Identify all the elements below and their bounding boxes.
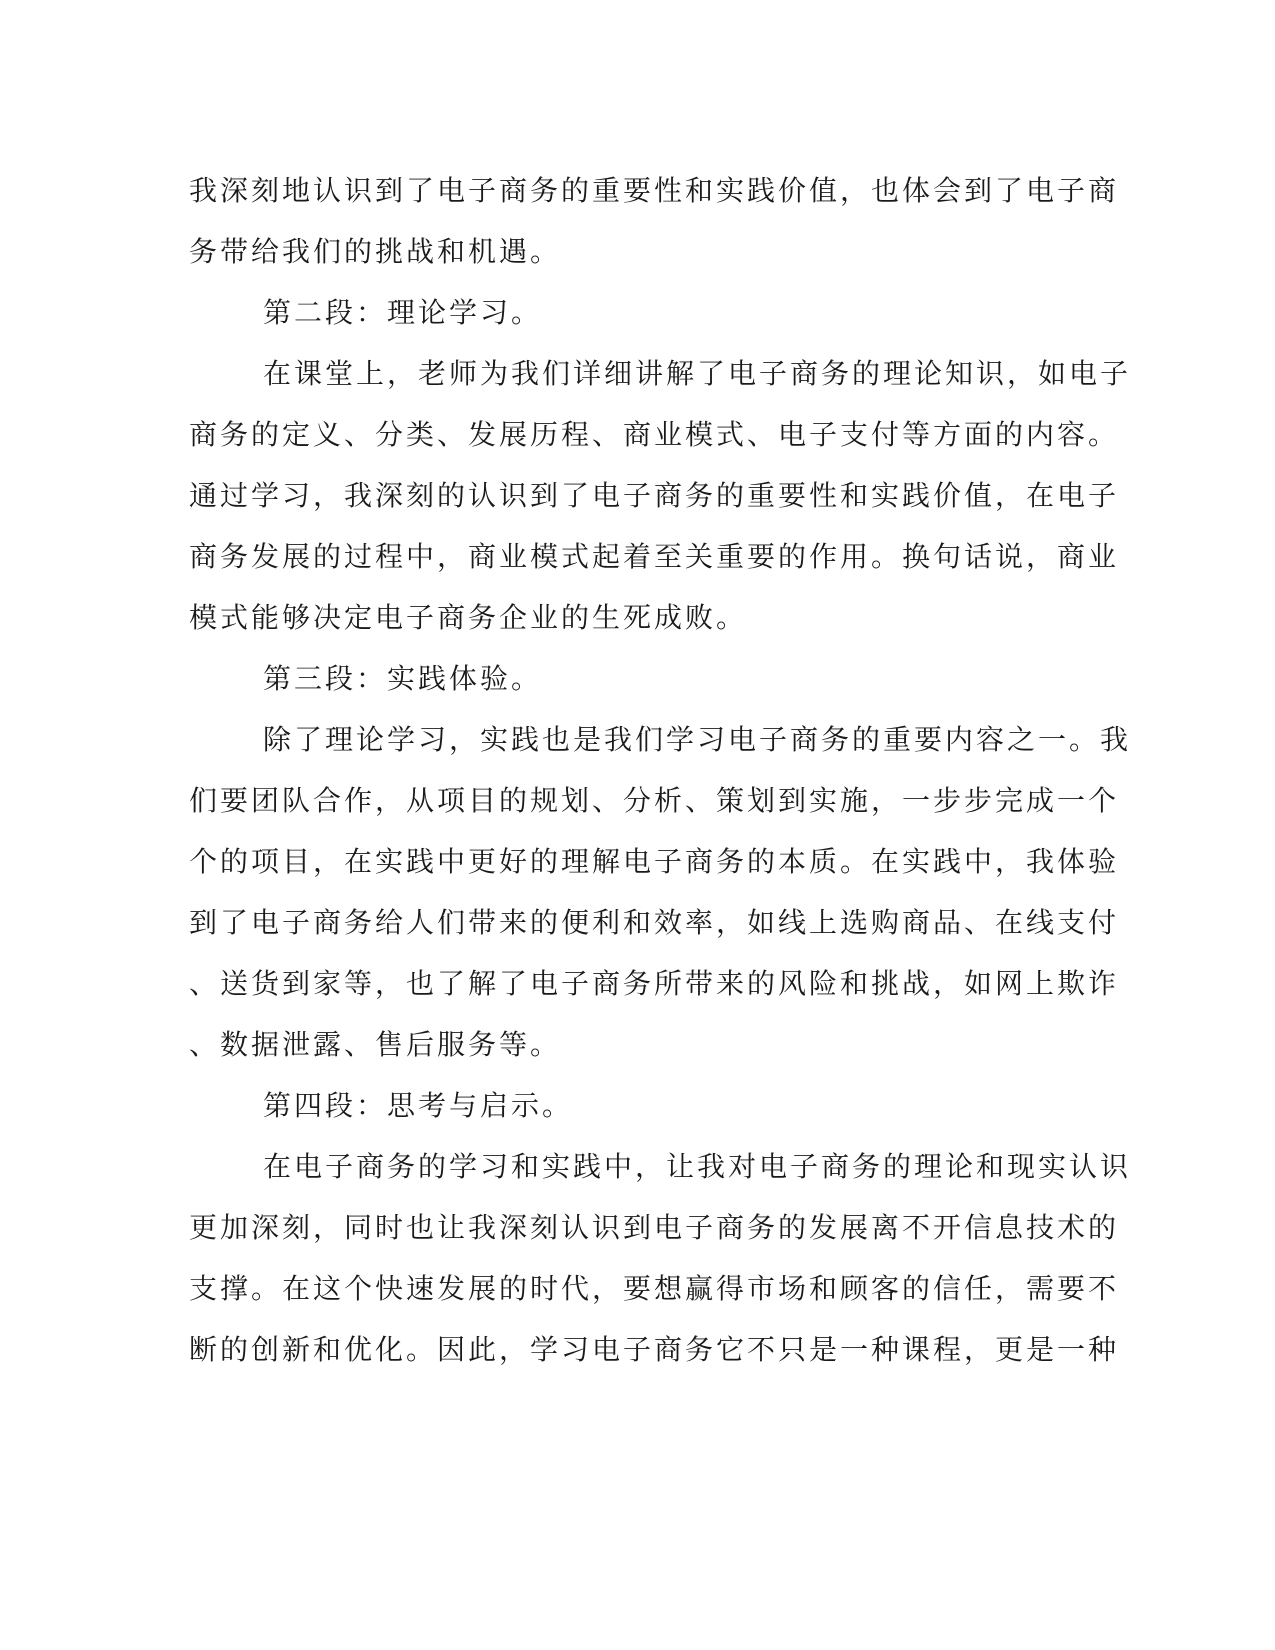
body-text: [189, 160, 1132, 1380]
text-line: 支撑。在这个快速发展的时代，要想赢得市场和顾客的信任，需要不: [189, 1272, 1120, 1305]
text-line: 商务发展的过程中，商业模式起着至关重要的作用。换句话说，商业: [189, 540, 1120, 573]
section-heading-3: 第三段：实践体验。: [263, 662, 543, 695]
text-line: 商务的定义、分类、发展历程、商业模式、电子支付等方面的内容。: [189, 418, 1120, 451]
text-line: 通过学习，我深刻的认识到了电子商务的重要性和实践价值，在电子: [189, 479, 1120, 512]
text-line: 到了电子商务给人们带来的便利和效率，如线上选购商品、在线支付: [189, 906, 1120, 939]
section-heading-4: 第四段：思考与启示。: [263, 1089, 574, 1122]
text-line: 模式能够决定电子商务企业的生死成败。: [189, 601, 748, 634]
text-line: 、送货到家等，也了解了电子商务所带来的风险和挑战，如网上欺诈: [189, 967, 1120, 1000]
text-line: 个的项目，在实践中更好的理解电子商务的本质。在实践中，我体验: [189, 845, 1120, 878]
text-line: 、数据泄露、售后服务等。: [189, 1028, 562, 1061]
text-line: 在课堂上，老师为我们详细讲解了电子商务的理论知识，如电子: [263, 357, 1132, 390]
text-line: 我深刻地认识到了电子商务的重要性和实践价值，也体会到了电子商: [189, 174, 1120, 207]
text-line: 在电子商务的学习和实践中，让我对电子商务的理论和现实认识: [263, 1150, 1132, 1183]
text-line: 除了理论学习，实践也是我们学习电子商务的重要内容之一。我: [263, 723, 1132, 756]
section-heading-2: 第二段：理论学习。: [263, 296, 543, 329]
text-line: 断的创新和优化。因此，学习电子商务它不只是一种课程，更是一种: [189, 1333, 1120, 1366]
text-line: 们要团队合作，从项目的规划、分析、策划到实施，一步步完成一个: [189, 784, 1120, 817]
text-line: 务带给我们的挑战和机遇。: [189, 235, 562, 268]
text-line: 更加深刻，同时也让我深刻认识到电子商务的发展离不开信息技术的: [189, 1211, 1120, 1244]
